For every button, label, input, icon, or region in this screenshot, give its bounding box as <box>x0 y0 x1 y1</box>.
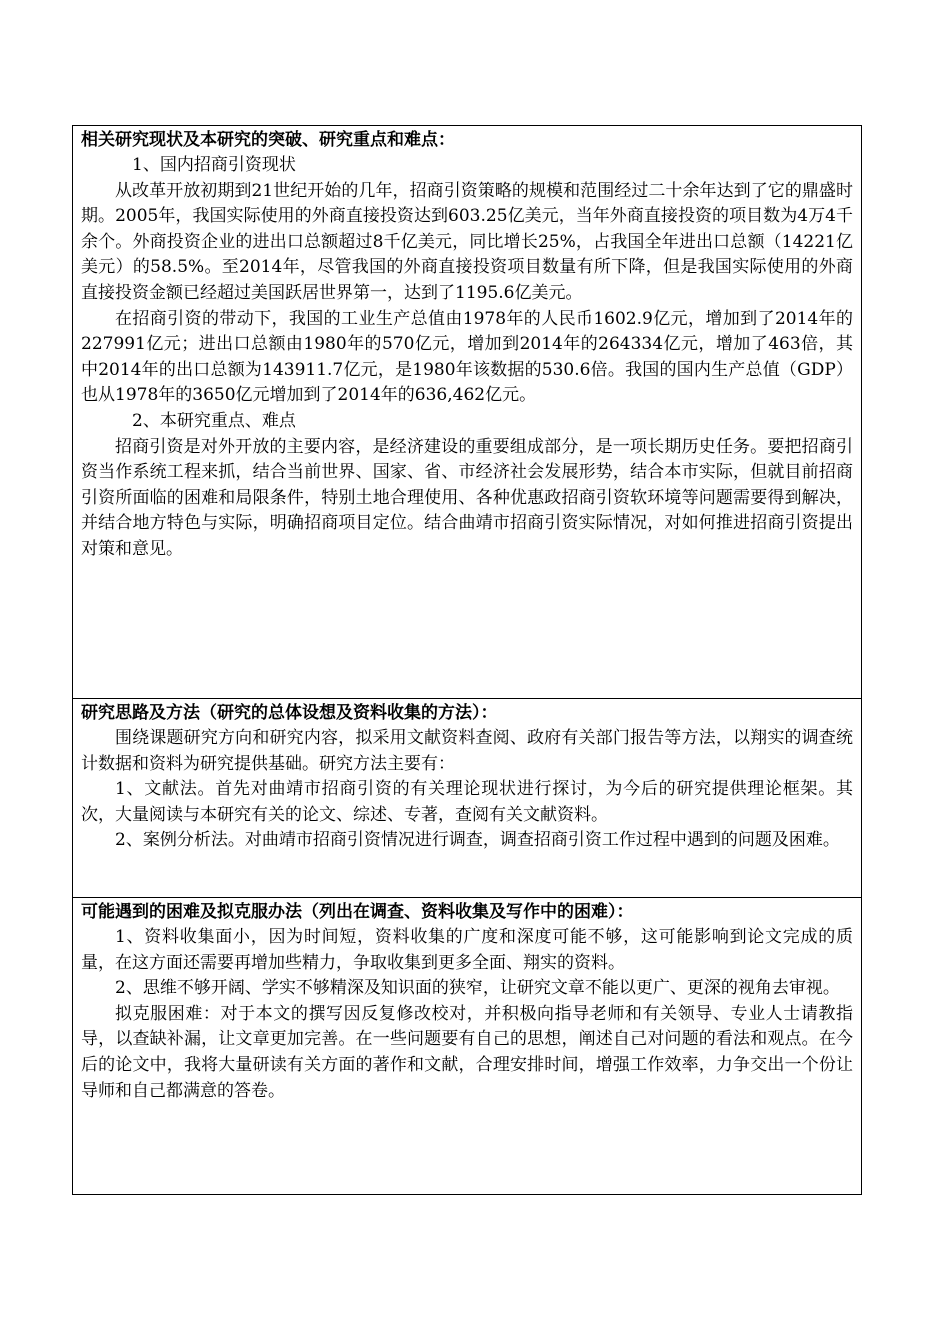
paragraph: 1、资料收集面小，因为时间短，资料收集的广度和深度可能不够，这可能影响到论文完成的质量，在这方面还需要再增加些精力，争取收集到更多全面、翔实的资料。 <box>81 927 853 973</box>
paragraph: 围绕课题研究方向和研究内容，拟采用文献资料查阅、政府有关部门报告等方法，以翔实的调查统计数据和资料为研究提供基础。研究方法主要有： <box>81 728 853 774</box>
paragraph: 1、文献法。首先对曲靖市招商引资的有关理论现状进行探讨，为今后的研究提供理论框架。其次，大量阅读与本研究有关的论文、综述、专著，查阅有关文献资料。 <box>81 779 853 825</box>
subheading-key-points: 2、本研究重点、难点 <box>132 410 296 431</box>
section-heading: 相关研究现状及本研究的突破、研究重点和难点： <box>81 130 455 150</box>
table-row <box>73 126 862 699</box>
paragraph: 从改革开放初期到21世纪开始的几年，招商引资策略的规模和范围经过二十余年达到了它的鼎盛时期。2005年，我国实际使用的外商直接投资达到603.25亿美元，当年外商直接投资的项目数为4万4千余个。外商投资企业的进出口总额超过8千亿美元，同比增长25%，占我国全年进出口总额（14221亿美元）的58.5%。至2014年，尽管我国的外商直接投资项目数量有所下降，但是我国实际使用的外商直接投资金额已经超过美国跃居世界第一，达到了1195.6亿美元。 <box>81 180 853 303</box>
paragraph: 在招商引资的带动下，我国的工业生产总值由1978年的人民币1602.9亿元，增加到了2014年的227991亿元；进出口总额由1980年的570亿元，增加到2014年的264334亿元，增加了463倍，其中2014年的出口总额为143911.7亿元，是1980年该数据的530.6倍。我国的国内生产总值（GDP）也从1978年的3650亿元增加到了2014年的636,462亿元。 <box>81 308 853 406</box>
table-row <box>73 699 862 898</box>
section-heading: 可能遇到的困难及拟克服办法（列出在调查、资料收集及写作中的困难）： <box>81 902 634 922</box>
section-heading: 研究思路及方法（研究的总体设想及资料收集的方法）： <box>81 703 498 723</box>
paragraph: 拟克服困难：对于本文的撰写因反复修改校对，并积极向指导老师和有关领导、专业人士请教指导，以查缺补漏，让文章更加完善。在一些问题要有自己的思想，阐述自己对问题的看法和观点。在今后的论文中，我将大量研读有关方面的著作和文献，合理安排时间，增强工作效率，力争交出一个份让导师和自己都满意的答卷。 <box>81 1003 853 1101</box>
difficulties-cell <box>73 898 862 1195</box>
proposal-table <box>72 125 862 1195</box>
paragraph: 2、案例分析法。对曲靖市招商引资情况进行调查，调查招商引资工作过程中遇到的问题及困难。 <box>115 830 840 851</box>
subheading-domestic-status: 1、国内招商引资现状 <box>132 155 296 175</box>
research-method-cell <box>73 699 862 898</box>
paragraph: 招商引资是对外开放的主要内容，是经济建设的重要组成部分，是一项长期历史任务。要把招商引资当作系统工程来抓，结合当前世界、国家、省、市经济社会发展形势，结合本市实际，但就目前招商引资所面临的困难和局限条件，特别土地合理使用、各种优惠政招商引资软环境等问题需要得到解决，并结合地方特色与实际，明确招商项目定位。结合曲靖市招商引资实际情况，对如何推进招商引资提出对策和意见。 <box>81 436 853 559</box>
research-status-cell <box>73 126 862 699</box>
table-row <box>73 898 862 1195</box>
paragraph: 2、思维不够开阔、学实不够精深及知识面的狭窄，让研究文章不能以更广、更深的视角去审视。 <box>115 978 840 999</box>
